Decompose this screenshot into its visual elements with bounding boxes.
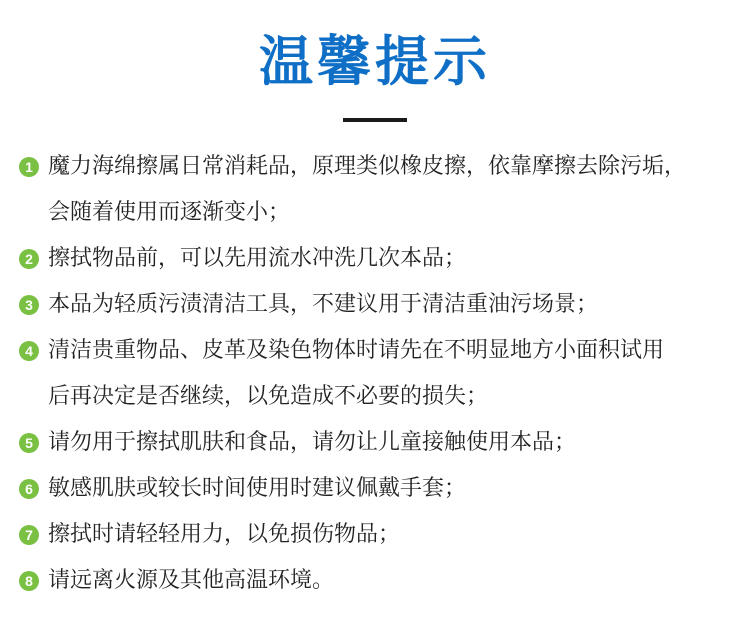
tip-line: 后再决定是否继续，以免造成不必要的损失； [48,384,489,409]
title-divider [343,118,407,122]
number-badge-5: 5 [19,433,39,453]
page-title: 温馨提示 [259,30,491,93]
number-badge-1: 1 [19,157,39,177]
tip-line: 清洁贵重物品、皮革及染色物体时请先在不明显地方小面积试用 [48,338,665,363]
tip-line: 会随着使用而逐渐变小； [48,200,291,225]
tip-line: 请勿用于擦拭肌肤和食品，请勿让儿童接触使用本品； [48,430,577,455]
tip-line: 擦拭物品前，可以先用流水冲洗几次本品； [48,246,467,271]
tip-line: 本品为轻质污渍清洁工具，不建议用于清洁重油污场景； [48,292,599,317]
number-badge-6: 6 [19,479,39,499]
number-badge-8: 8 [19,571,39,591]
number-badge-4: 4 [19,341,39,361]
tip-line: 魔力海绵擦属日常消耗品，原理类似橡皮擦，依靠摩擦去除污垢， [48,154,687,179]
tip-line: 请远离火源及其他高温环境。 [48,568,335,593]
tip-line: 擦拭时请轻轻用力，以免损伤物品； [48,522,401,547]
tip-line: 敏感肌肤或较长时间使用时建议佩戴手套； [48,476,467,501]
number-badge-3: 3 [19,295,39,315]
number-badge-2: 2 [19,249,39,269]
number-badge-7: 7 [19,525,39,545]
